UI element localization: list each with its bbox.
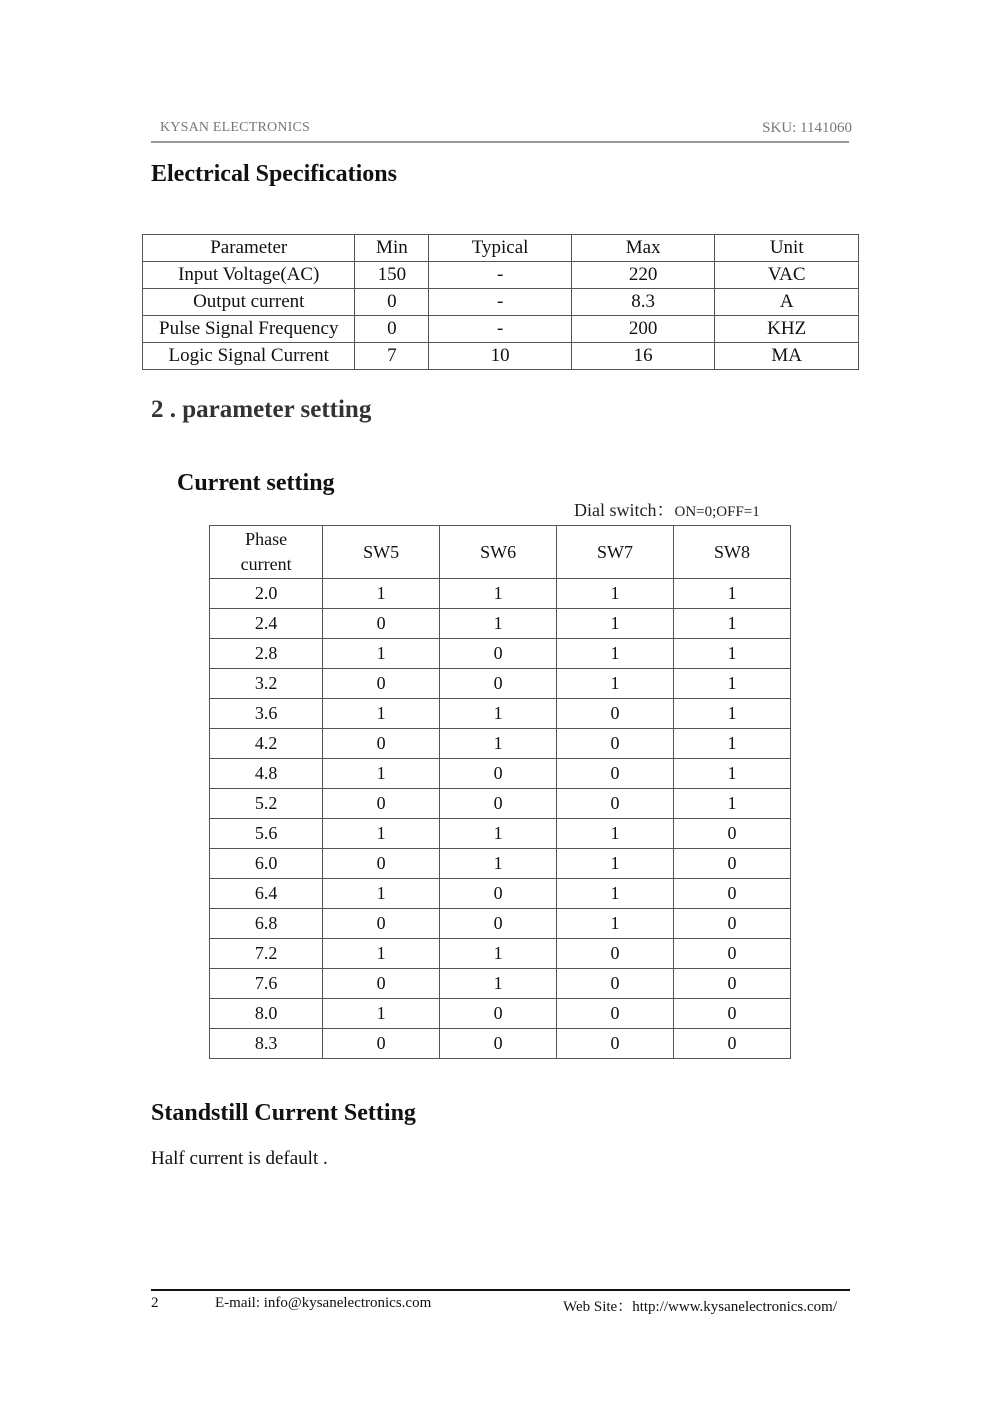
cell: MA — [715, 343, 859, 370]
table-row — [143, 316, 859, 343]
table-row — [210, 579, 791, 609]
switch-cell: 0 — [674, 1029, 791, 1059]
switch-cell: 0 — [557, 759, 674, 789]
switch-cell: 1 — [440, 699, 557, 729]
switch-cell: 0 — [557, 939, 674, 969]
cell: Input Voltage(AC) — [143, 262, 355, 289]
standstill-text: Half current is default . — [151, 1148, 328, 1169]
switch-cell: 1 — [440, 579, 557, 609]
table-row — [210, 999, 791, 1029]
switch-cell: 0 — [323, 1029, 440, 1059]
table-row — [210, 939, 791, 969]
switch-cell: 0 — [557, 699, 674, 729]
cell: Logic Signal Current — [143, 343, 355, 370]
switch-cell: 0 — [557, 969, 674, 999]
table-row — [210, 669, 791, 699]
switch-cell: 0 — [440, 639, 557, 669]
cell: 200 — [571, 316, 715, 343]
switch-cell: 0 — [674, 969, 791, 999]
switch-cell: 1 — [557, 909, 674, 939]
header-divider — [151, 141, 849, 143]
switch-cell: 1 — [674, 729, 791, 759]
switch-cell: 0 — [440, 879, 557, 909]
switch-cell: 1 — [323, 819, 440, 849]
cell: KHZ — [715, 316, 859, 343]
table-header-row — [143, 235, 859, 262]
switch-cell: 1 — [440, 609, 557, 639]
header-company: KYSAN ELECTRONICS — [160, 120, 311, 135]
dial-switch-value: ON=0;OFF=1 — [674, 504, 760, 520]
phase-current-cell: 6.0 — [210, 849, 323, 879]
cell: 0 — [355, 289, 429, 316]
table-row — [143, 343, 859, 370]
phase-header-line1: Phase — [245, 529, 288, 549]
phase-current-cell: 7.2 — [210, 939, 323, 969]
switch-cell: 0 — [674, 879, 791, 909]
sw8-header: SW8 — [674, 526, 791, 579]
phase-current-cell: 8.0 — [210, 999, 323, 1029]
table-row — [210, 789, 791, 819]
column-header: Unit — [715, 235, 859, 262]
cell: 220 — [571, 262, 715, 289]
switch-cell: 0 — [440, 1029, 557, 1059]
switch-cell: 1 — [557, 879, 674, 909]
switch-cell: 1 — [323, 879, 440, 909]
table-row — [210, 909, 791, 939]
switch-cell: 0 — [674, 909, 791, 939]
column-header: Min — [355, 235, 429, 262]
current-setting-table — [209, 525, 791, 1059]
switch-cell: 1 — [557, 579, 674, 609]
phase-current-cell: 4.8 — [210, 759, 323, 789]
phase-current-cell: 8.3 — [210, 1029, 323, 1059]
switch-cell: 1 — [557, 669, 674, 699]
table-row — [210, 1029, 791, 1059]
switch-cell: 0 — [557, 1029, 674, 1059]
switch-cell: 1 — [674, 789, 791, 819]
electrical-specifications-table — [142, 234, 859, 370]
switch-cell: 0 — [440, 999, 557, 1029]
phase-current-cell: 2.8 — [210, 639, 323, 669]
footer-divider — [151, 1289, 850, 1291]
phase-current-cell: 2.4 — [210, 609, 323, 639]
standstill-heading: Standstill Current Setting — [151, 1100, 416, 1126]
dial-switch-label: Dial switch： — [574, 500, 675, 520]
phase-current-cell: 2.0 — [210, 579, 323, 609]
switch-cell: 0 — [440, 789, 557, 819]
column-header: Typical — [429, 235, 572, 262]
table-row — [210, 879, 791, 909]
switch-cell: 0 — [440, 669, 557, 699]
column-header: Parameter — [143, 235, 355, 262]
switch-cell: 0 — [323, 669, 440, 699]
switch-cell: 0 — [557, 999, 674, 1029]
switch-cell: 1 — [674, 759, 791, 789]
cell: - — [429, 316, 572, 343]
switch-cell: 1 — [440, 819, 557, 849]
switch-cell: 1 — [440, 729, 557, 759]
switch-cell: 0 — [323, 789, 440, 819]
switch-cell: 0 — [674, 849, 791, 879]
current-setting-heading: Current setting — [177, 470, 335, 496]
phase-current-cell: 7.6 — [210, 969, 323, 999]
cell: 10 — [429, 343, 572, 370]
switch-cell: 0 — [323, 969, 440, 999]
column-header: Max — [571, 235, 715, 262]
switch-cell: 0 — [323, 849, 440, 879]
switch-cell: 0 — [323, 729, 440, 759]
table-row — [210, 759, 791, 789]
switch-cell: 1 — [440, 969, 557, 999]
footer-email: E-mail: info@kysanelectronics.com — [215, 1295, 432, 1311]
phase-current-cell: 3.6 — [210, 699, 323, 729]
switch-cell: 1 — [674, 609, 791, 639]
switch-cell: 1 — [323, 999, 440, 1029]
table-row — [210, 699, 791, 729]
phase-current-cell: 3.2 — [210, 669, 323, 699]
cell: Output current — [143, 289, 355, 316]
cell: A — [715, 289, 859, 316]
footer-website: Web Site：http://www.kysanelectronics.com/ — [563, 1299, 838, 1315]
sw5-header: SW5 — [323, 526, 440, 579]
electrical-specifications-heading: Electrical Specifications — [151, 161, 397, 187]
switch-cell: 1 — [323, 639, 440, 669]
phase-current-cell: 6.4 — [210, 879, 323, 909]
page-number: 2 — [151, 1295, 159, 1311]
cell: - — [429, 262, 572, 289]
switch-cell: 1 — [674, 579, 791, 609]
sw7-header: SW7 — [557, 526, 674, 579]
switch-cell: 1 — [440, 849, 557, 879]
table-row — [143, 289, 859, 316]
switch-cell: 1 — [323, 939, 440, 969]
table-row — [210, 729, 791, 759]
switch-cell: 1 — [557, 609, 674, 639]
cell: VAC — [715, 262, 859, 289]
cell: 8.3 — [571, 289, 715, 316]
switch-cell: 1 — [323, 579, 440, 609]
table-row — [210, 609, 791, 639]
switch-cell: 0 — [323, 909, 440, 939]
phase-current-header — [210, 526, 323, 579]
switch-cell: 1 — [440, 939, 557, 969]
switch-cell: 1 — [323, 759, 440, 789]
table-row — [210, 849, 791, 879]
phase-header-line2: current — [240, 554, 292, 574]
switch-cell: 0 — [323, 609, 440, 639]
switch-cell: 1 — [674, 669, 791, 699]
header-sku: SKU: 1141060 — [762, 120, 852, 136]
switch-cell: 1 — [557, 819, 674, 849]
switch-cell: 1 — [323, 699, 440, 729]
switch-cell: 1 — [557, 639, 674, 669]
table-row — [210, 819, 791, 849]
cell: - — [429, 289, 572, 316]
phase-current-cell: 4.2 — [210, 729, 323, 759]
dial-switch-note — [574, 496, 760, 522]
parameter-setting-heading: 2 . parameter setting — [151, 396, 372, 423]
phase-current-cell: 5.6 — [210, 819, 323, 849]
cell: 7 — [355, 343, 429, 370]
switch-cell: 0 — [440, 759, 557, 789]
switch-cell: 0 — [674, 819, 791, 849]
switch-cell: 1 — [674, 699, 791, 729]
switch-cell: 0 — [674, 939, 791, 969]
switch-cell: 0 — [440, 909, 557, 939]
table-row — [143, 262, 859, 289]
cell: 150 — [355, 262, 429, 289]
sw6-header: SW6 — [440, 526, 557, 579]
phase-current-cell: 5.2 — [210, 789, 323, 819]
current-setting-rows — [210, 579, 791, 1059]
cell: Pulse Signal Frequency — [143, 316, 355, 343]
cell: 0 — [355, 316, 429, 343]
switch-cell: 0 — [674, 999, 791, 1029]
switch-cell: 0 — [557, 729, 674, 759]
switch-cell: 1 — [674, 639, 791, 669]
table-row — [210, 969, 791, 999]
table-row — [210, 639, 791, 669]
phase-current-cell: 6.8 — [210, 909, 323, 939]
switch-cell: 1 — [557, 849, 674, 879]
table-header-row — [210, 526, 791, 579]
switch-cell: 0 — [557, 789, 674, 819]
cell: 16 — [571, 343, 715, 370]
